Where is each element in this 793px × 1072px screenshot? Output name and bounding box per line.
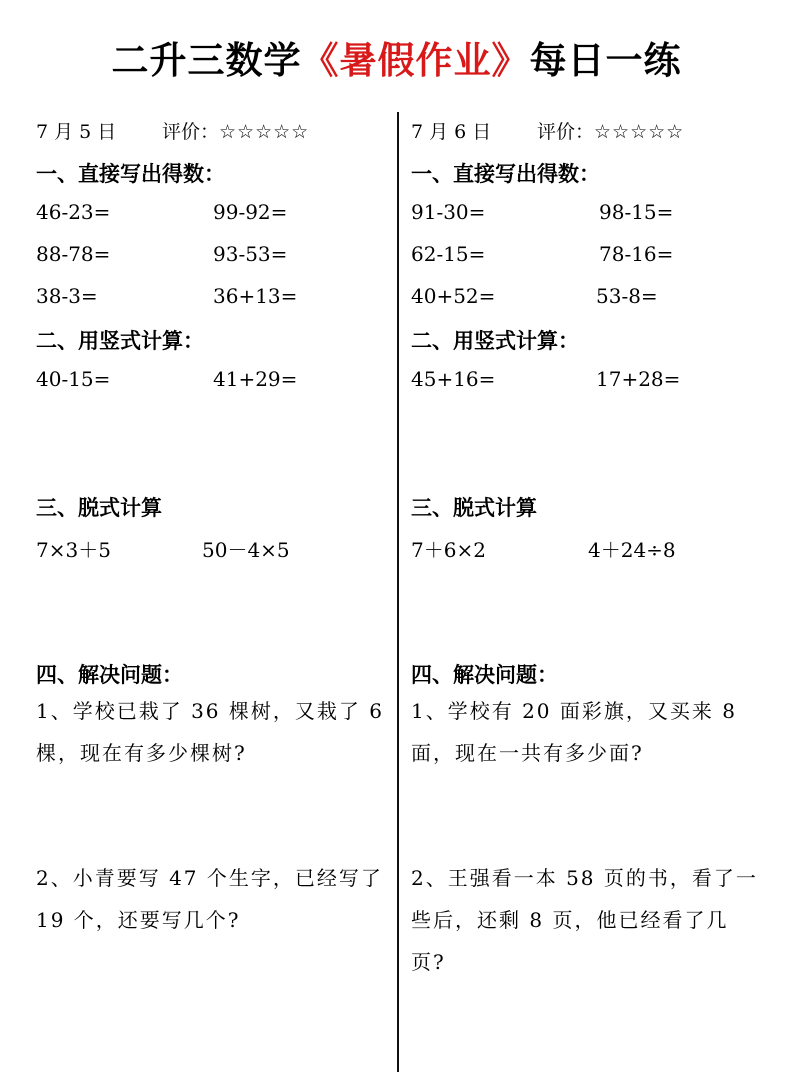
title-prefix: 二升三数学 (111, 39, 302, 82)
rating (162, 117, 309, 144)
exercise-item: 53-8= (596, 284, 658, 308)
date-label: 7 月 6 日 (411, 121, 492, 143)
day-column-jul5 (36, 0, 396, 1072)
exercise-item: 7×3＋5 (36, 538, 111, 562)
exercise-item: 36+13= (213, 284, 298, 308)
rating-label: 评价： (162, 121, 220, 143)
star-rating-icons[interactable]: ☆☆☆☆☆ (594, 121, 685, 143)
section-heading-direct: 一、直接写出得数： (36, 162, 225, 186)
section-heading-problems: 四、解决问题： (411, 663, 558, 687)
exercise-item: 40-15= (36, 367, 111, 391)
exercise-item: 98-15= (599, 200, 674, 224)
title-highlight: 《暑假作业》 (301, 39, 530, 82)
exercise-item: 88-78= (36, 242, 111, 266)
title-suffix: 每日一练 (529, 39, 682, 82)
word-problem: 2、小青要写 47 个生字，已经写了 19 个，还要写几个? (36, 866, 383, 932)
exercise-item: 7＋6×2 (411, 538, 486, 562)
section-heading-stepwise: 三、脱式计算 (36, 496, 162, 520)
word-problem: 1、学校已栽了 36 棵树，又栽了 6 棵，现在有多少棵树? (36, 699, 384, 765)
exercise-item: 38-3= (36, 284, 98, 308)
section-heading-direct: 一、直接写出得数： (411, 162, 600, 186)
column-divider (397, 112, 399, 1072)
date-label: 7 月 5 日 (36, 121, 117, 143)
exercise-item: 46-23= (36, 200, 111, 224)
exercise-item: 40+52= (411, 284, 496, 308)
exercise-item: 99-92= (213, 200, 288, 224)
exercise-item: 4＋24÷8 (588, 538, 676, 562)
rating-label: 评价： (537, 121, 595, 143)
word-problem: 2、王强看一本 58 页的书，看了一些后，还剩 8 页，他已经看了几页? (411, 866, 758, 974)
word-problem: 1、学校有 20 面彩旗，又买来 8 面，现在一共有多少面? (411, 699, 737, 765)
rating (537, 117, 684, 144)
exercise-item: 17+28= (596, 367, 681, 391)
exercise-item: 62-15= (411, 242, 486, 266)
exercise-item: 41+29= (213, 367, 298, 391)
section-heading-vertical: 二、用竖式计算： (36, 329, 204, 353)
exercise-item: 45+16= (411, 367, 496, 391)
exercise-item: 91-30= (411, 200, 486, 224)
section-heading-problems: 四、解决问题： (36, 663, 183, 687)
exercise-item: 78-16= (599, 242, 674, 266)
exercise-item: 50－4×5 (202, 538, 290, 562)
section-heading-stepwise: 三、脱式计算 (411, 496, 537, 520)
star-rating-icons[interactable]: ☆☆☆☆☆ (219, 121, 310, 143)
exercise-item: 93-53= (213, 242, 288, 266)
section-heading-vertical: 二、用竖式计算： (411, 329, 579, 353)
day-column-jul6 (411, 0, 771, 1072)
